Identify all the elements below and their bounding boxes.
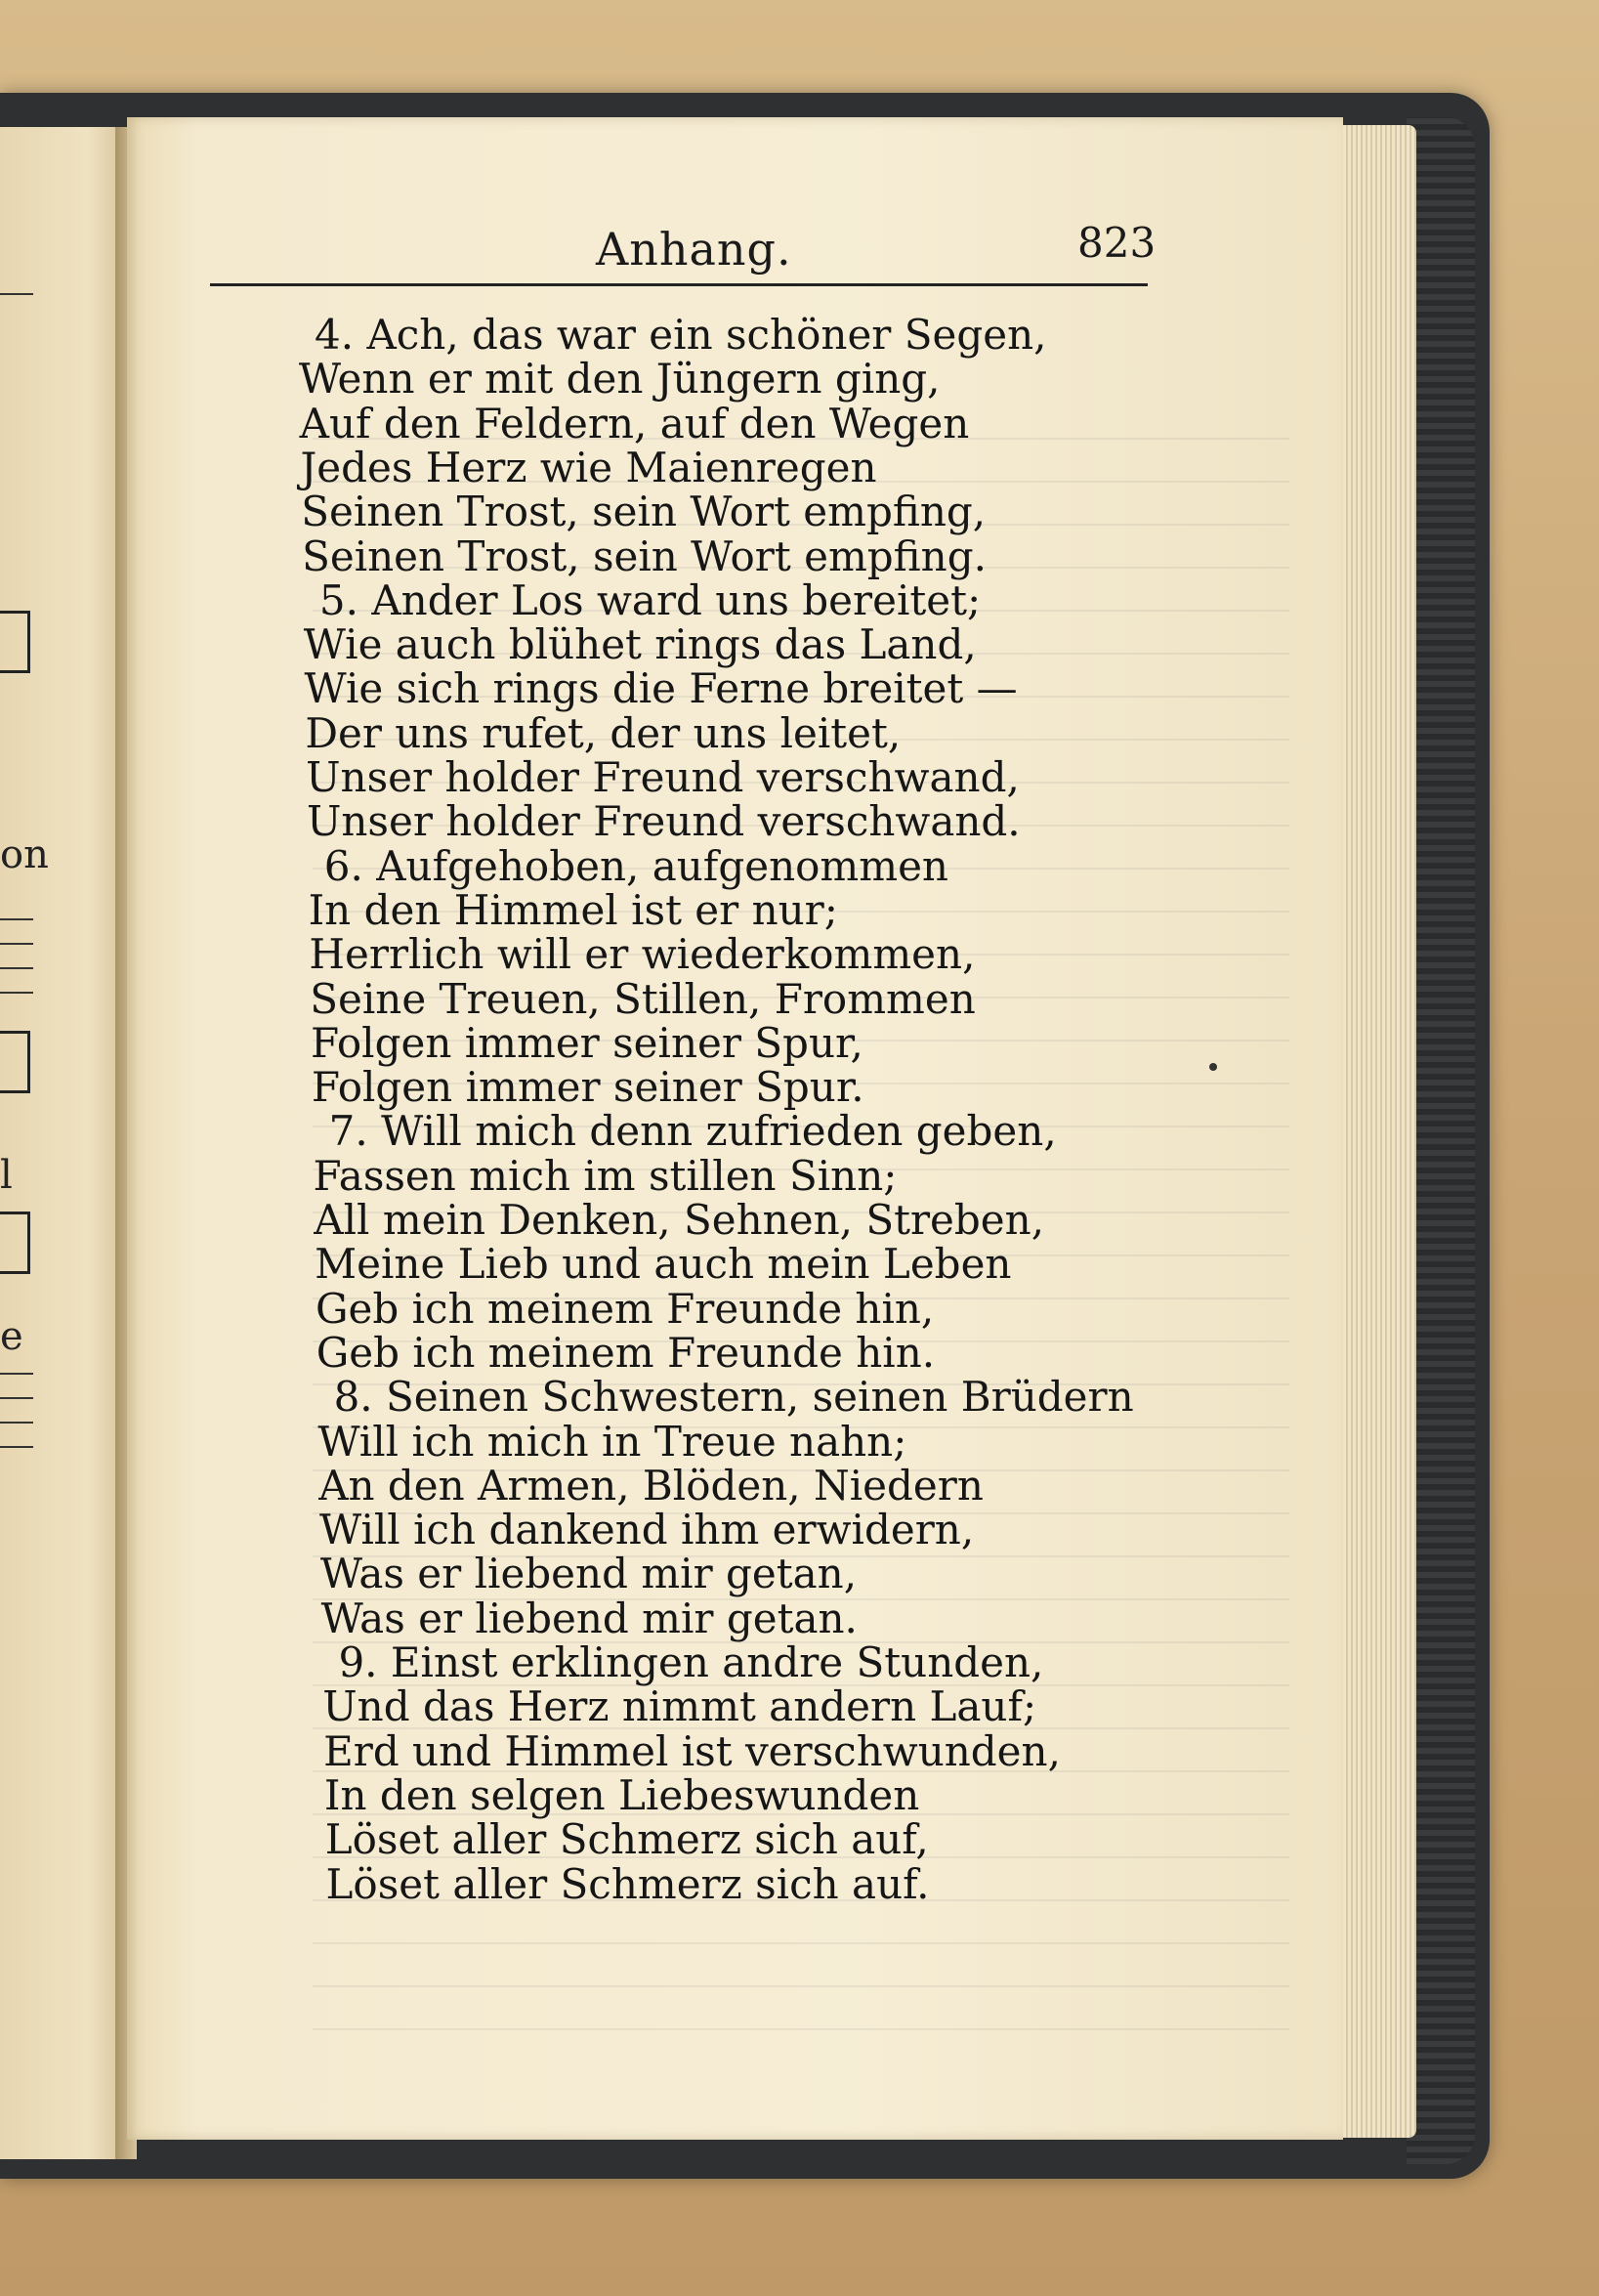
book-cover-edge [1407, 117, 1475, 2164]
verse-line [319, 1550, 858, 1598]
left-page-staff-line [0, 918, 33, 920]
verse-line [319, 1506, 975, 1554]
verse-line [299, 399, 970, 447]
verse-text: Was er liebend mir getan. [320, 1594, 858, 1642]
verse-line [305, 708, 902, 757]
verse-text: All mein Denken, Sehnen, Streben, [314, 1196, 1045, 1244]
ink-spot [1209, 1063, 1217, 1071]
verse-text: In den Himmel ist er nur; [308, 885, 838, 934]
verse-text: Und das Herz nimmt andern Lauf; [322, 1682, 1037, 1731]
verse-first-line [315, 311, 1047, 359]
verse-number: 4. [315, 311, 355, 359]
verse-text: Wie auch blühet rings das Land, [303, 620, 977, 669]
verse-text: An den Armen, Blöden, Niedern [318, 1461, 984, 1509]
verse-number: 6. [323, 841, 363, 890]
verse-line [311, 1063, 864, 1112]
verse-line [315, 1284, 935, 1333]
verse-line [306, 797, 1021, 846]
verse-text: Will ich dankend ihm erwidern, [319, 1506, 975, 1554]
verse-text: Unser holder Freund verschwand. [306, 797, 1021, 846]
verse-text: Wie sich rings die Ferne breitet — [304, 664, 1018, 713]
verse-text: Seinen Trost, sein Wort empfing, [301, 488, 987, 536]
verse-text: Will mich denn zufrieden geben, [381, 1107, 1057, 1156]
verse-line [303, 620, 977, 669]
verse-text: Wenn er mit den Jüngern ging, [298, 355, 941, 404]
left-page-staff-fragment [0, 1212, 30, 1274]
verse-text: Geb ich meinem Freunde hin, [315, 1284, 935, 1333]
verse-first-line [323, 841, 948, 890]
verse-line [320, 1594, 858, 1642]
verse-text: Was er liebend mir getan, [319, 1550, 858, 1598]
verse-line [317, 1417, 907, 1466]
verse-text: Löset aller Schmerz sich auf, [324, 1815, 929, 1864]
verse-text: Erd und Himmel ist verschwunden, [323, 1726, 1061, 1775]
verse-first-line [328, 1107, 1057, 1156]
verse-text: Geb ich meinem Freunde hin. [316, 1328, 936, 1377]
verse-line [313, 1151, 898, 1200]
verse-line [310, 974, 976, 1023]
verse-text: Aufgehoben, aufgenommen [376, 841, 948, 890]
left-page-text-fragment: l [0, 1153, 13, 1198]
verse-text: Fassen mich im stillen Sinn; [313, 1151, 898, 1200]
verse-text: Der uns rufet, der uns leitet, [305, 708, 902, 757]
verse-line [316, 1328, 936, 1377]
verse-line [306, 753, 1020, 801]
page-number: 823 [1077, 219, 1157, 267]
verse-line [323, 1770, 920, 1819]
verse-number: 7. [328, 1107, 368, 1156]
verse-text: Will ich mich in Treue nahn; [317, 1417, 907, 1466]
verse-line [309, 930, 976, 979]
verse-text: Seinen Trost, sein Wort empfing. [302, 531, 987, 580]
verse-line [311, 1018, 863, 1067]
left-page-staff-line [0, 967, 33, 969]
verse-number: 9. [338, 1638, 378, 1686]
verse-text: Meine Lieb und auch mein Leben [315, 1240, 1012, 1289]
verse-text: In den selgen Liebeswunden [323, 1770, 920, 1819]
verse-text: Herrlich will er wiederkommen, [309, 930, 976, 979]
verse-line [308, 885, 838, 934]
verse-line [302, 531, 987, 580]
left-page-staff-fragment [0, 611, 30, 673]
verse-first-line [333, 1373, 1134, 1422]
verse-number: 8. [333, 1373, 373, 1422]
verse-first-line [338, 1638, 1044, 1686]
verse-number: 5. [318, 575, 358, 624]
verse-line [325, 1859, 930, 1908]
verse-text: Jedes Herz wie Maienregen [300, 443, 877, 491]
verse-text: Ach, das war ein schöner Segen, [366, 311, 1047, 359]
left-page-text-fragment: e [0, 1314, 23, 1359]
left-page-staff-line [0, 1446, 33, 1448]
verse-text: Seinen Schwestern, seinen Brüdern [386, 1373, 1134, 1422]
header-rule [210, 283, 1148, 286]
left-page-staff-line [0, 1422, 33, 1424]
left-page-staff-line [0, 1373, 33, 1375]
verse-line [322, 1682, 1037, 1731]
left-page-staff-fragment [0, 1031, 30, 1093]
running-header-title: Anhang. [596, 223, 792, 276]
left-page-staff-line [0, 1397, 33, 1399]
verse-line [323, 1726, 1061, 1775]
left-page-rule [0, 293, 33, 295]
verse-text: Auf den Feldern, auf den Wegen [299, 399, 970, 447]
verse-text: Einst erklingen andre Stunden, [390, 1638, 1044, 1686]
verse-line [315, 1240, 1012, 1289]
left-page [0, 127, 125, 2159]
verse-first-line [318, 575, 982, 624]
verse-text: Folgen immer seiner Spur. [311, 1063, 864, 1112]
verse-text: Löset aller Schmerz sich auf. [325, 1859, 930, 1908]
verse-line [304, 664, 1018, 713]
verse-text: Ander Los ward uns bereitet; [371, 575, 982, 624]
left-page-staff-line [0, 943, 33, 945]
verse-line [298, 355, 941, 404]
verse-line [314, 1196, 1045, 1244]
verse-line [318, 1461, 984, 1509]
verse-line [300, 443, 877, 491]
verse-text: Folgen immer seiner Spur, [311, 1018, 863, 1067]
left-page-text-fragment: on [0, 832, 49, 877]
verse-text: Unser holder Freund verschwand, [306, 753, 1020, 801]
verse-text: Seine Treuen, Stillen, Frommen [310, 974, 976, 1023]
verse-line [301, 488, 987, 536]
verse-line [324, 1815, 929, 1864]
left-page-staff-line [0, 992, 33, 994]
